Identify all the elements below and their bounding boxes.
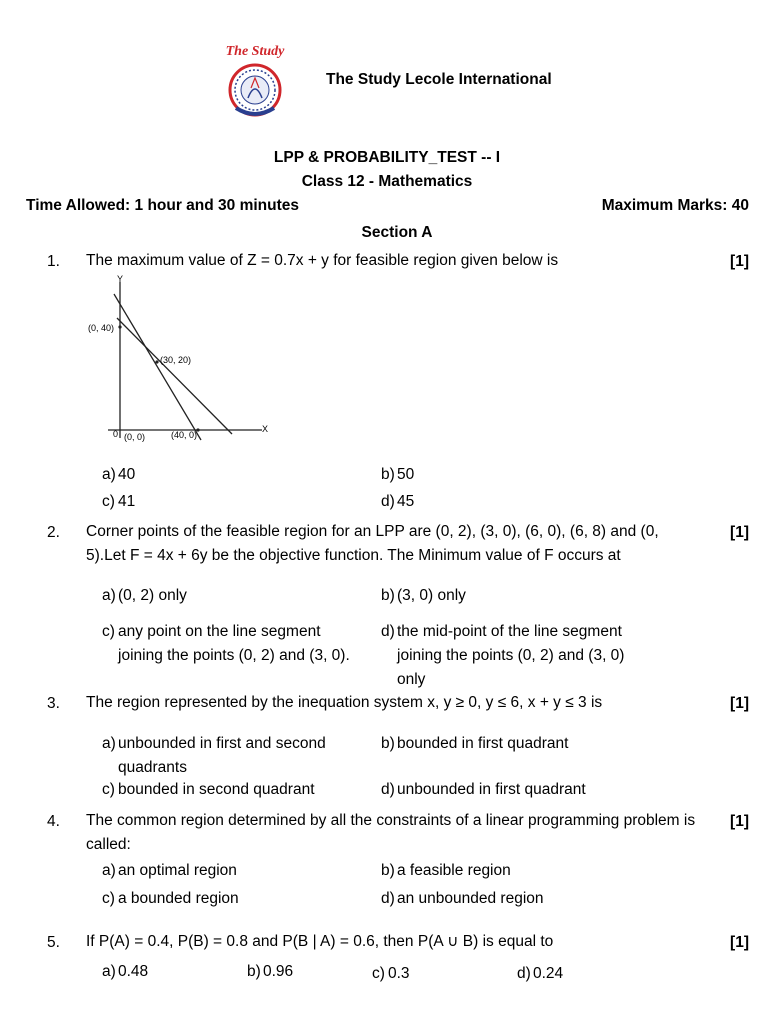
y-axis-label: Y — [117, 274, 124, 284]
option-text: unbounded in first and second quadrants — [118, 735, 326, 776]
question-marks: [1] — [730, 524, 749, 541]
option-label: a) — [102, 735, 116, 752]
school-name: The Study Lecole International — [326, 71, 552, 88]
question-text: The region represented by the inequation system x, y ≥ 0, y ≤ 6, x + y ≤ 3 is — [86, 694, 603, 711]
option-text: (0, 2) only — [118, 587, 187, 604]
option-text: 40 — [118, 466, 136, 483]
option-label: c) — [102, 623, 115, 640]
option-text: 0.24 — [533, 965, 564, 982]
option-text: (3, 0) only — [397, 587, 466, 604]
option-text: a bounded region — [118, 890, 239, 907]
option-text: bounded in second quadrant — [118, 781, 315, 798]
option-text: 50 — [397, 466, 415, 483]
option-label: b) — [247, 963, 261, 980]
option-label: c) — [102, 890, 115, 907]
option-d[interactable] — [381, 620, 647, 692]
point-label: (0, 40) — [88, 323, 115, 333]
option-d[interactable] — [517, 962, 563, 986]
option-text: any point on the line segment joining the points (0, 2) and (3, 0). — [118, 623, 350, 664]
option-text: 0.3 — [388, 965, 410, 982]
question-marks: [1] — [730, 813, 749, 830]
option-label: b) — [381, 466, 395, 483]
question-number: 5. — [47, 934, 60, 951]
question-text-line2: 5).Let F = 4x + 6y be the objective function. The Minimum value of F occurs at — [86, 547, 621, 564]
school-logo — [218, 44, 292, 120]
option-text: an unbounded region — [397, 890, 544, 907]
option-label: d) — [517, 965, 531, 982]
option-text: 45 — [397, 493, 415, 510]
x-axis-label: X — [262, 424, 269, 434]
option-c[interactable] — [102, 887, 239, 911]
point-label: (40, 0) — [171, 430, 198, 440]
maximum-marks: Maximum Marks: 40 — [601, 197, 749, 214]
option-b[interactable] — [381, 859, 511, 883]
option-b[interactable] — [381, 732, 568, 756]
option-label: b) — [381, 862, 395, 879]
option-label: a) — [102, 587, 116, 604]
question-number: 4. — [47, 813, 60, 830]
option-text: an optimal region — [118, 862, 237, 879]
question-number: 1. — [47, 253, 60, 270]
option-b[interactable] — [381, 584, 466, 608]
option-text: the mid-point of the line segment joining the points (0, 2) and (3, 0) only — [397, 623, 625, 688]
test-class: Class 12 - Mathematics — [301, 173, 473, 190]
option-text: a feasible region — [397, 862, 511, 879]
section-title: Section A — [361, 224, 433, 241]
option-label: a) — [102, 862, 116, 879]
question-marks: [1] — [730, 253, 749, 270]
question-text: If P(A) = 0.4, P(B) = 0.8 and P(B | A) = 0.6, then P(A ∪ B) is equal to — [86, 933, 554, 950]
option-a[interactable] — [102, 584, 187, 608]
question-marks: [1] — [730, 695, 749, 712]
point-label: (30, 20) — [160, 355, 192, 365]
option-label: b) — [381, 587, 395, 604]
option-text: unbounded in first quadrant — [397, 781, 586, 798]
option-label: c) — [372, 965, 385, 982]
question-number: 3. — [47, 695, 60, 712]
point-label: (0, 0) — [124, 432, 146, 442]
question-text-line2: called: — [86, 836, 131, 853]
option-label: a) — [102, 466, 116, 483]
option-text: 0.48 — [118, 963, 149, 980]
option-b[interactable] — [381, 463, 414, 487]
option-d[interactable] — [381, 778, 586, 802]
option-label: d) — [381, 623, 395, 640]
seal-icon — [218, 60, 292, 118]
option-label: d) — [381, 781, 395, 798]
test-title: LPP & PROBABILITY_TEST -- I — [273, 149, 501, 166]
option-label: c) — [102, 781, 115, 798]
option-a[interactable] — [102, 859, 237, 883]
feasible-region-graph — [84, 272, 274, 447]
option-text: 41 — [118, 493, 136, 510]
option-c[interactable] — [102, 778, 315, 802]
option-d[interactable] — [381, 887, 544, 911]
option-c[interactable] — [372, 962, 410, 986]
time-allowed: Time Allowed: 1 hour and 30 minutes — [26, 197, 300, 214]
option-label: a) — [102, 963, 116, 980]
origin-label: 0 — [113, 429, 119, 439]
question-number: 2. — [47, 524, 60, 541]
option-text: bounded in first quadrant — [397, 735, 569, 752]
option-label: d) — [381, 493, 395, 510]
logo-text: The Study — [225, 44, 285, 59]
option-text: 0.96 — [263, 963, 294, 980]
option-label: b) — [381, 735, 395, 752]
question-text-line1: Corner points of the feasible region for an LPP are (0, 2), (3, 0), (6, 0), (6, 8) and (0, — [86, 523, 659, 540]
option-label: c) — [102, 493, 115, 510]
option-a[interactable] — [102, 960, 148, 984]
option-a[interactable] — [102, 463, 135, 487]
question-text-line1: The common region determined by all the constraints of a linear programming problem is — [86, 812, 696, 829]
option-label: d) — [381, 890, 395, 907]
option-d[interactable] — [381, 490, 414, 514]
question-marks: [1] — [730, 934, 749, 951]
option-b[interactable] — [247, 960, 293, 984]
option-c[interactable] — [102, 490, 135, 514]
option-c[interactable] — [102, 620, 368, 668]
question-text: The maximum value of Z = 0.7x + y for feasible region given below is — [86, 252, 559, 269]
option-a[interactable] — [102, 732, 358, 780]
